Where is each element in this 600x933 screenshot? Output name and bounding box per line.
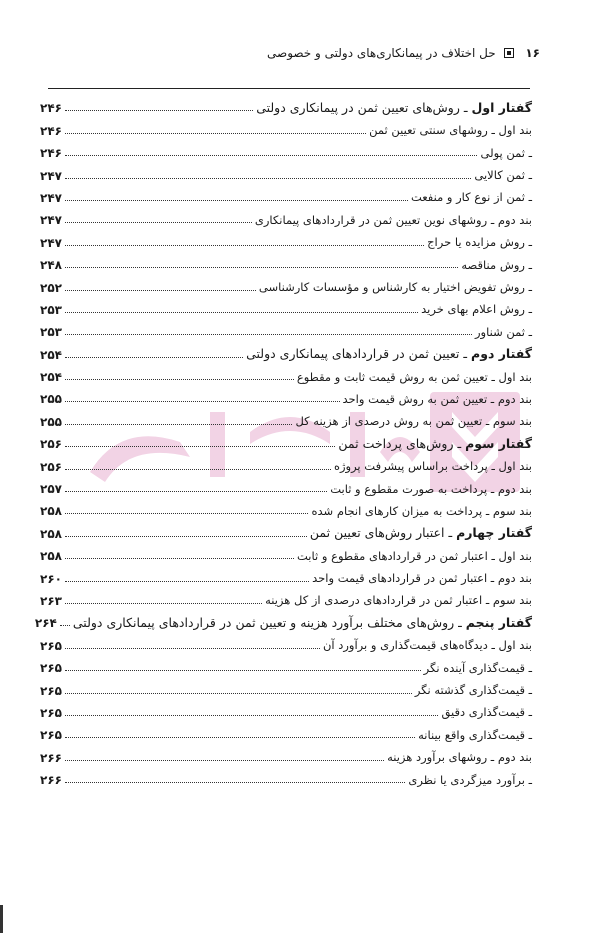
toc-entry-title: ـ روش مزایده یا حراج: [427, 235, 532, 250]
toc-page-number: ۲۴۷: [40, 190, 62, 205]
toc-row: [40, 320, 532, 342]
toc-page-number: ۲۵۶: [40, 437, 62, 452]
toc-entry-text: [254, 212, 532, 231]
toc-entry-text: [311, 503, 532, 522]
dot-leader: [65, 760, 384, 761]
dot-leader: [65, 200, 408, 201]
toc-page-number: ۲۶۵: [40, 705, 62, 720]
toc-entry-text: [297, 548, 532, 567]
toc-entry-title: ـ اعتبار روش‌های تعیین ثمن: [309, 525, 457, 541]
dot-leader: [65, 267, 458, 268]
toc-row: [40, 163, 532, 185]
toc-page-number: ۲۵۸: [40, 504, 62, 519]
running-header: [60, 46, 540, 68]
toc-entry-title: بند اول ـ تعیین ثمن به روش قیمت ثابت و مقطوع: [296, 369, 532, 384]
toc-row: [40, 253, 532, 275]
dot-leader: [65, 715, 438, 716]
toc-entry-text: [427, 237, 532, 253]
toc-entry-title: بند اول ـ اعتبار ثمن در قراردادهای مقطوع و ثابت: [297, 548, 532, 563]
toc-chapter-row: [40, 96, 532, 118]
toc-entry-text: [415, 685, 532, 701]
toc-page-number: ۲۵۲: [40, 280, 62, 295]
toc-entry-title: ـ روش‌های تعیین ثمن در پیمانکاری دولتی: [256, 99, 472, 115]
toc-page-number: ۲۴۷: [40, 235, 62, 250]
toc-row: [40, 566, 532, 588]
toc-entry-text: [461, 257, 532, 276]
toc-row: [40, 589, 532, 611]
toc-entry-title: ـ قیمت‌گذاری دقیق: [441, 705, 532, 720]
toc-row: [40, 141, 532, 163]
toc-page-number: ۲۵۳: [40, 302, 62, 317]
dot-leader: [65, 334, 472, 335]
toc-entry-text: [295, 416, 532, 432]
dot-leader: [65, 379, 294, 380]
toc-entry-title: ـ قیمت‌گذاری گذشته نگر: [414, 683, 532, 698]
toc-page-number: ۲۵۵: [40, 392, 62, 407]
toc-page-number: ۲۶۰: [40, 571, 62, 586]
toc-entry-title: ـ تعیین ثمن در قراردادهای پیمانکاری دولتی: [246, 346, 472, 362]
dot-leader: [65, 222, 252, 223]
dot-leader: [65, 581, 309, 582]
toc-page-number: ۲۵۸: [40, 526, 62, 541]
toc-page-number: ۲۴۷: [40, 168, 62, 183]
dot-leader: [65, 133, 366, 134]
toc-page-number: ۲۵۶: [40, 459, 62, 474]
toc-page-number: ۲۴۷: [40, 213, 62, 228]
toc-entry-title: بند اول ـ روشهای سنتی تعیین ثمن: [369, 123, 532, 138]
dot-leader: [60, 625, 70, 626]
toc-entry-text: [312, 573, 532, 589]
toc-page-number: ۲۵۵: [40, 414, 62, 429]
toc-entry-text: [338, 435, 532, 455]
toc-row: [40, 208, 532, 230]
toc-entry-text: [474, 324, 532, 343]
toc-page-number: ۲۵۴: [40, 370, 62, 385]
toc-chapter-row: [40, 432, 532, 454]
toc-entry-title: ـ روش‌های پرداخت ثمن: [338, 435, 466, 451]
toc-entry-text: [323, 640, 532, 656]
dot-leader: [65, 110, 253, 111]
toc-entry-title: ـ قیمت‌گذاری واقع بینانه: [418, 727, 532, 742]
toc-entry-text: [411, 192, 532, 208]
toc-page-number: ۲۶۵: [40, 683, 62, 698]
dot-leader: [65, 290, 256, 291]
toc-page-number: ۲۴۸: [40, 258, 62, 273]
header-rule: [48, 88, 530, 89]
toc-entry-text: [408, 772, 532, 791]
toc-entry-text: [259, 282, 532, 298]
toc-row: [40, 186, 532, 208]
dot-leader: [65, 155, 478, 156]
dot-leader: [65, 737, 415, 738]
toc-page-number: ۲۴۶: [40, 146, 62, 161]
dot-leader: [65, 648, 320, 649]
toc-page-number: ۲۶۶: [40, 773, 62, 788]
toc-row: [40, 230, 532, 252]
toc-entry-text: [474, 170, 532, 186]
running-title: حل اختلاف در پیمانکاری‌های دولتی و خصوصی: [267, 46, 496, 60]
toc-page-number: ۲۴۶: [40, 123, 62, 138]
toc-entry-title: بند اول ـ دیدگاه‌های قیمت‌گذاری و برآورد آن: [322, 638, 532, 653]
toc-row: [40, 499, 532, 521]
toc-entry-text: [342, 391, 532, 410]
toc-entry-text: [310, 527, 532, 544]
toc-entry-title: ـ ثمن کالایی: [474, 168, 532, 183]
toc-entry-title: ـ ثمن پولی: [480, 145, 532, 160]
toc-entry-text: [441, 707, 532, 723]
toc-chapter-label: گفتار چهارم: [456, 525, 532, 541]
toc-entry-text: [418, 727, 532, 746]
dot-leader: [65, 424, 292, 425]
toc-entry-text: [480, 145, 532, 164]
toc-page-number: ۲۴۶: [40, 101, 62, 116]
toc-row: [40, 633, 532, 655]
toc-chapter-row: [40, 342, 532, 364]
square-bullet-icon: [504, 48, 514, 58]
toc-entry-text: [296, 369, 532, 388]
toc-row: [40, 409, 532, 431]
toc-chapter-row: [40, 521, 532, 543]
dot-leader: [65, 558, 294, 559]
toc-entry-text: [423, 660, 532, 679]
toc-entry-text: [265, 595, 532, 611]
toc-entry-title: ـ روش مناقصه: [461, 257, 532, 272]
toc-page-number: ۲۵۴: [40, 347, 62, 362]
dot-leader: [65, 536, 307, 537]
toc-entry-title: ـ روش تفویض اختیار به کارشناس و مؤسسات کارشناسی: [258, 280, 532, 295]
toc-chapter-label: گفتار پنجم: [465, 614, 532, 630]
toc-page-number: ۲۶۳: [40, 593, 62, 608]
toc-entry-title: بند سوم ـ پرداخت به میزان کارهای انجام شده: [311, 503, 532, 518]
toc-page-number: ۲۵۳: [40, 325, 62, 340]
toc-entry-title: ـ روش‌های مختلف برآورد هزینه و تعیین ثمن در قراردادهای پیمانکاری دولتی: [72, 614, 466, 630]
toc-row: [40, 275, 532, 297]
toc-entry-title: بند دوم ـ روشهای نوین تعیین ثمن در قراردادهای پیمانکاری: [254, 212, 532, 227]
toc-row: [40, 544, 532, 566]
toc-entry-text: [246, 348, 532, 365]
dot-leader: [65, 693, 412, 694]
toc-page-number: ۲۵۷: [40, 482, 62, 497]
dot-leader: [65, 178, 471, 179]
toc-row: [40, 387, 532, 409]
toc-row: [40, 477, 532, 499]
dot-leader: [65, 491, 327, 492]
toc-entry-title: بند دوم ـ اعتبار ثمن در قراردادهای قیمت واحد: [312, 571, 532, 586]
toc-row: [40, 723, 532, 745]
toc-entry-text: [330, 481, 532, 500]
toc-entry-text: [369, 125, 532, 141]
dot-leader: [65, 469, 331, 470]
toc-page-number: ۲۶۵: [40, 638, 62, 653]
toc-entry-text: [387, 752, 532, 768]
toc-entry-title: ـ روش اعلام بهای خرید: [421, 302, 532, 317]
toc-entry-title: ـ ثمن از نوع کار و منفعت: [410, 190, 532, 205]
dot-leader: [65, 312, 418, 313]
toc-row: [40, 768, 532, 790]
toc-chapter-row: [34, 611, 532, 633]
toc-entry-text: [256, 99, 532, 119]
toc-page-number: ۲۶۴: [34, 616, 57, 631]
toc-entry-title: بند دوم ـ تعیین ثمن به روش قیمت واحد: [342, 391, 532, 406]
toc-chapter-label: گفتار اول: [471, 99, 532, 115]
toc-entry-text: [421, 304, 532, 320]
dot-leader: [65, 513, 309, 514]
page-number: ۱۶: [525, 46, 540, 60]
dot-leader: [65, 670, 421, 671]
toc-row: [40, 454, 532, 476]
toc-entry-title: ـ برآورد میزگردی یا نظری: [408, 772, 532, 787]
toc-chapter-label: گفتار دوم: [471, 346, 532, 362]
page-edge-mark: [0, 905, 3, 933]
toc-chapter-label: گفتار سوم: [465, 435, 532, 451]
toc-entry-text: [72, 614, 532, 634]
toc-entry-title: بند اول ـ پرداخت براساس پیشرفت پروژه: [333, 459, 532, 474]
dot-leader: [65, 357, 243, 358]
toc-page-number: ۲۶۵: [40, 728, 62, 743]
toc-row: [40, 678, 532, 700]
toc-entry-title: بند سوم ـ تعیین ثمن به روش درصدی از هزینه کل: [295, 414, 532, 429]
toc-page-number: ۲۵۸: [40, 549, 62, 564]
toc-entry-title: بند دوم ـ روشهای برآورد هزینه: [387, 750, 532, 765]
toc-entry-title: ـ ثمن شناور: [474, 324, 532, 339]
toc-row: [40, 656, 532, 678]
dot-leader: [65, 401, 340, 402]
dot-leader: [65, 603, 262, 604]
toc-row: [40, 365, 532, 387]
toc-row: [40, 118, 532, 140]
toc-entry-text: [334, 461, 532, 477]
toc-row: [40, 701, 532, 723]
toc-page-number: ۲۶۵: [40, 661, 62, 676]
table-of-contents: [34, 96, 532, 790]
dot-leader: [65, 245, 424, 246]
toc-row: [40, 745, 532, 767]
dot-leader: [65, 446, 335, 447]
toc-entry-title: بند سوم ـ اعتبار ثمن در قراردادهای درصدی از کل هزینه: [265, 593, 532, 608]
toc-entry-title: ـ قیمت‌گذاری آینده نگر: [423, 660, 532, 675]
toc-entry-title: بند دوم ـ پرداخت به صورت مقطوع و ثابت: [330, 481, 532, 496]
toc-page-number: ۲۶۶: [40, 750, 62, 765]
dot-leader: [65, 782, 405, 783]
toc-row: [40, 298, 532, 320]
